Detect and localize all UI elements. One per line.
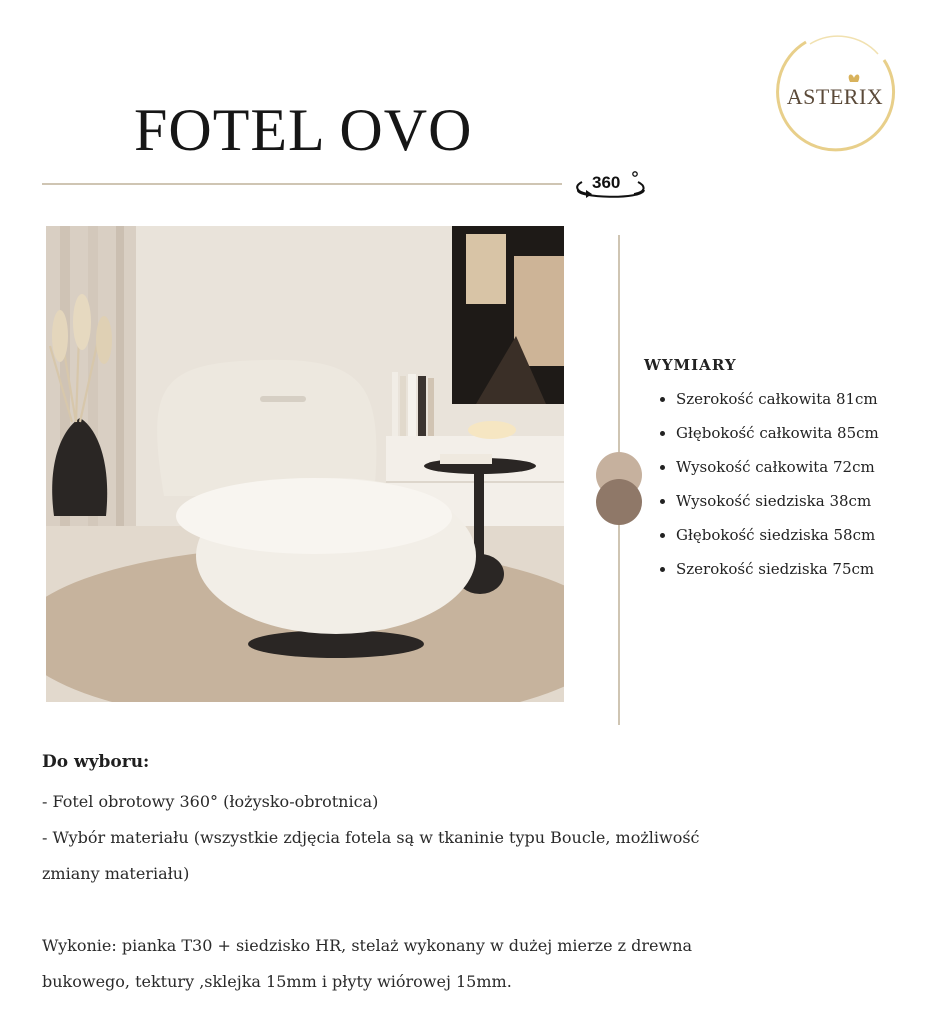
- armchair-photo: [46, 226, 564, 702]
- dimensions-list: [656, 384, 879, 588]
- dimension-item: • Szerokość całkowita 81cm: [676, 384, 879, 418]
- rotation-badge-text: 360: [592, 173, 621, 192]
- logo-text: ASTERIX: [786, 84, 884, 109]
- dimension-item: • Szerokość siedziska 75cm: [676, 554, 879, 588]
- color-swatch-dark: [596, 479, 642, 525]
- page-title: FOTEL OVO: [134, 97, 473, 163]
- option-material-cont: zmiany materiału): [42, 864, 190, 883]
- dimension-item: • Wysokość całkowita 72cm: [676, 452, 879, 486]
- dimension-item: • Głębokość całkowita 85cm: [676, 418, 879, 452]
- construction-line-1: Wykonie: pianka T30 + siedzisko HR, stelaż wykonany w dużej mierze z drewna: [42, 936, 693, 955]
- option-swivel: - Fotel obrotowy 360° (łożysko-obrotnica): [42, 792, 379, 811]
- dimension-item: • Wysokość siedziska 38cm: [676, 486, 879, 520]
- title-divider: [42, 183, 562, 185]
- brand-logo: [766, 24, 904, 162]
- dimension-item: • Głębokość siedziska 58cm: [676, 520, 879, 554]
- option-material: - Wybór materiału (wszystkie zdjęcia fotela są w tkaninie typu Boucle, możliwość: [42, 828, 700, 847]
- dimensions-heading: WYMIARY: [644, 356, 737, 374]
- options-heading: Do wyboru:: [42, 752, 150, 772]
- rotate-360-icon: [572, 168, 650, 204]
- construction-line-2: bukowego, tektury ,sklejka 15mm i płyty wiórowej 15mm.: [42, 972, 512, 991]
